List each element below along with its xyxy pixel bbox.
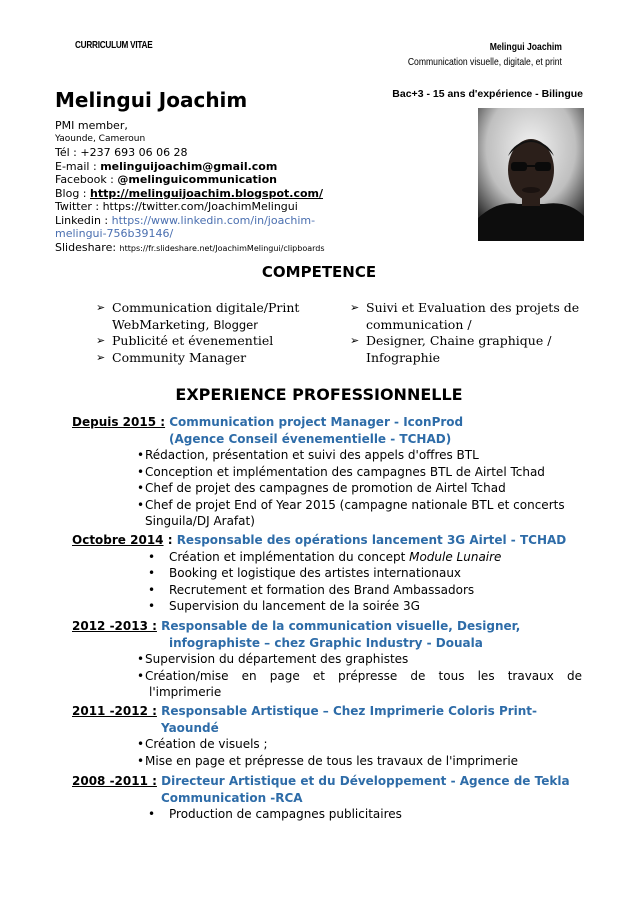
competence-item [350, 333, 590, 366]
email-label: E-mail : [55, 159, 101, 173]
competence-item [350, 300, 590, 333]
bullet-icon: • [137, 652, 145, 666]
linkedin-link-1[interactable]: https://www.linkedin.com/in/joachim- [111, 213, 316, 227]
cv-header-label: CURRICULUM VITAE [75, 40, 153, 51]
blog-label: Blog : [55, 186, 91, 200]
job-entry [72, 618, 582, 701]
bullet-text: Création/mise en page et prépresse de tous les travaux de [145, 668, 582, 683]
bullet-text: Supervision du lancement de la soirée 3G [169, 599, 420, 613]
competence-text: Infographie [366, 349, 441, 365]
bullet-text: Chef de projet End of Year 2015 (campagne nationale BTL et concerts [145, 497, 565, 512]
bullet-text: Mise en page et prépresse de tous les travaux de l'imprimerie [145, 753, 519, 768]
profile-name: Melingui Joachim [55, 88, 248, 112]
facebook-line [55, 173, 355, 187]
bullet-icon: • [148, 582, 156, 597]
header-identity [374, 40, 562, 70]
list-item [72, 582, 582, 599]
arrow-bullet-icon: ➢ [96, 334, 106, 347]
competence-text: WebMarketing, [112, 316, 214, 332]
phone: Tél : +237 693 06 06 28 [55, 146, 188, 159]
slideshare-line [55, 241, 355, 256]
bullet-text: Recrutement et formation des Brand Ambassadors [169, 582, 475, 597]
competence-text: communication / [366, 316, 472, 332]
competence-text: Blogger [213, 317, 258, 332]
twitter-link[interactable]: Twitter : https://twitter.com/JoachimMelingui [55, 200, 298, 213]
bullet-icon: • [137, 753, 145, 768]
arrow-bullet-icon: ➢ [350, 334, 360, 347]
job-role-line2: Yaoundé [161, 720, 219, 735]
bullet-text: Production de campagnes publicitaires [169, 807, 402, 821]
list-item [72, 668, 582, 685]
list-item [72, 565, 582, 582]
bullet-continuation: l'imprimerie [149, 685, 222, 699]
bullet-continuation: Singuila/DJ Arafat) [145, 514, 255, 528]
list-item [72, 497, 582, 514]
competence-text: Publicité et évenementiel [112, 333, 274, 348]
bullet-icon: • [137, 448, 145, 462]
competence-text: Suivi et Evaluation des projets de [366, 300, 580, 315]
job-role-line2: (Agence Conseil évenementielle - TCHAD) [169, 431, 452, 446]
job-bullets [72, 736, 582, 769]
list-item [72, 651, 582, 668]
blog-line [55, 187, 355, 201]
membership: PMI member, [55, 119, 128, 132]
portrait-image [478, 108, 584, 241]
competence-left [96, 300, 336, 366]
bullet-icon: • [148, 807, 156, 821]
job-role: Responsable Artistique – Chez Imprimerie Coloris Print- [156, 704, 538, 718]
list-item [72, 806, 582, 823]
job-heading [72, 414, 582, 431]
list-item [72, 447, 582, 464]
job-role: Responsable des opérations lancement 3G Airtel - TCHAD [176, 533, 567, 547]
linkedin-link-2[interactable]: melingui-756b39146/ [55, 227, 174, 240]
job-date-separator: : [163, 533, 177, 547]
job-bullets [72, 651, 582, 684]
job-role-line2: infographiste – chez Graphic Industry - Douala [169, 635, 483, 650]
job-bullets [72, 549, 582, 615]
job-heading [72, 532, 582, 549]
competence-title: COMPETENCE [261, 263, 377, 281]
facebook-label: Facebook : [55, 173, 118, 186]
bullet-italic: Module Lunaire [409, 549, 502, 564]
job-date: 2012 -2013 : [72, 619, 157, 633]
competence-item [96, 300, 336, 333]
arrow-bullet-icon: ➢ [96, 350, 106, 364]
list-item [72, 464, 582, 481]
competence-item [96, 333, 336, 350]
header-subtitle: Communication visuelle, digitale, et print [407, 56, 562, 68]
experience-title: EXPERIENCE PROFESSIONNELLE [175, 385, 463, 404]
location: Yaounde, Cameroun [55, 133, 146, 144]
job-date: Octobre 2014 [72, 533, 164, 547]
bullet-icon: • [137, 464, 145, 479]
competence-text: Communication digitale/Print [112, 300, 300, 315]
header-name: Melingui Joachim [489, 41, 562, 53]
bullet-icon: • [148, 599, 156, 613]
tagline: Bac+3 - 15 ans d'expérience - Bilingue [392, 88, 583, 100]
job-role-line2: Communication -RCA [161, 790, 303, 805]
list-item [72, 598, 582, 615]
bullet-text: Chef de projet des campagnes de promotion de Airtel Tchad [145, 481, 506, 495]
job-date: 2008 -2011 : [72, 774, 157, 788]
bullet-icon: • [137, 481, 145, 495]
job-heading [72, 773, 582, 790]
bullet-icon: • [137, 668, 145, 683]
bullet-icon: • [148, 549, 156, 564]
job-entry [72, 532, 582, 615]
bullet-text: Conception et implémentation des campagnes BTL de Airtel Tchad [145, 464, 545, 479]
job-role: Communication project Manager - IconProd [165, 415, 464, 429]
slideshare-link[interactable]: https://fr.slideshare.net/JoachimMelingui/clipboards [119, 243, 325, 253]
bullet-icon: • [148, 566, 156, 580]
bullet-icon: • [137, 497, 145, 512]
job-date: 2011 -2012 : [72, 704, 157, 718]
job-role: Directeur Artistique et du Développement - Agence de Tekla [156, 774, 570, 788]
bullet-text: Rédaction, présentation et suivi des appels d'offres BTL [145, 448, 479, 462]
facebook-link[interactable]: @melinguicommunication [117, 173, 277, 186]
job-date: Depuis 2015 : [72, 415, 166, 429]
job-entry [72, 414, 582, 530]
job-bullets [72, 447, 582, 513]
arrow-bullet-icon: ➢ [96, 301, 106, 314]
profile-photo [478, 108, 584, 241]
list-item [72, 736, 582, 753]
job-bullets [72, 806, 582, 823]
competence-right [350, 300, 590, 366]
job-heading [72, 703, 582, 720]
job-role: Responsable de la communication visuelle, Designer, [156, 619, 521, 633]
arrow-bullet-icon: ➢ [350, 301, 360, 314]
bullet-text: Booking et logistique des artistes internationaux [169, 566, 462, 580]
competence-text: Community Manager [112, 349, 247, 365]
linkedin-line [55, 214, 355, 228]
job-heading [72, 618, 582, 635]
list-item [72, 549, 582, 566]
bullet-text: Supervision du département des graphistes [145, 652, 409, 666]
blog-link[interactable]: http://melinguijoachim.blogspot.com/ [90, 186, 324, 200]
email-link[interactable]: melinguijoachim@gmail.com [100, 159, 278, 173]
slideshare-label: Slideshare: [55, 240, 120, 254]
bullet-icon: • [137, 737, 145, 751]
job-entry [72, 773, 582, 823]
competence-item [96, 350, 336, 367]
bullet-text: Création de visuels ; [145, 737, 268, 751]
linkedin-label: Linkedin : [55, 213, 112, 227]
competence-text: Designer, Chaine graphique / [366, 333, 552, 348]
bullet-text: Création et implémentation du concept [169, 549, 410, 564]
email-line [55, 160, 355, 174]
contact-block [55, 119, 355, 255]
list-item [72, 480, 582, 497]
job-entry [72, 703, 582, 769]
list-item [72, 753, 582, 770]
